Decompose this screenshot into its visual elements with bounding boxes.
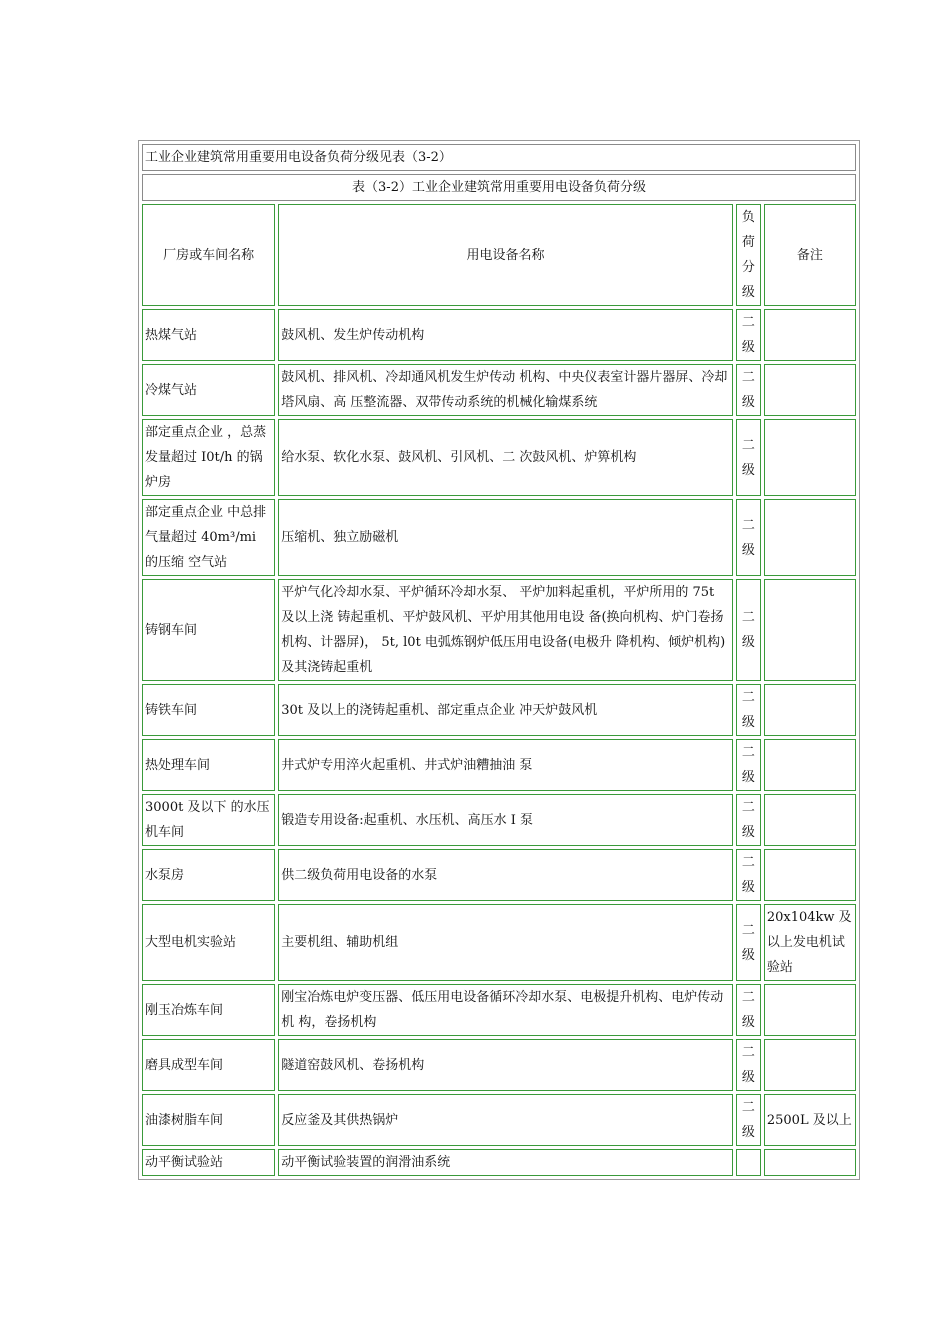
table-row — [142, 309, 856, 361]
load-level-char: 二 — [741, 315, 755, 330]
remarks-cell — [764, 499, 856, 576]
equipment-cell: 井式炉专用淬火起重机、井式炉油糟抽油 泵 — [278, 739, 733, 791]
table-caption: 表（3-2）工业企业建筑常用重要用电设备负荷分级 — [142, 174, 856, 201]
equipment-cell: 刚宝冶炼电炉变压器、低压用电设备循环冷却水泵、电极提升机构、电炉传动机 构，卷扬机构 — [278, 984, 733, 1036]
equipment-cell: 给水泵、软化水泵、鼓风机、引风机、二 次鼓风机、炉箅机构 — [278, 419, 733, 496]
header-workshop: 厂房或车间名称 — [142, 204, 275, 306]
heading-row — [142, 144, 856, 171]
workshop-cell: 热处理车间 — [142, 739, 275, 791]
document-frame — [138, 140, 860, 1180]
table-row — [142, 1094, 856, 1146]
workshop-cell: 热煤气站 — [142, 309, 275, 361]
table-row — [142, 904, 856, 981]
workshop-cell: 大型电机实验站 — [142, 904, 275, 981]
table-row — [142, 849, 856, 901]
load-level-char: 级 — [741, 1070, 755, 1085]
load-level-char: 级 — [741, 1015, 755, 1030]
load-level-cell — [736, 904, 761, 981]
workshop-cell: 部定重点企业 ，总蒸发量超过 I0t/h 的锅炉房 — [142, 419, 275, 496]
workshop-cell: 水泵房 — [142, 849, 275, 901]
header-level-char: 荷 — [741, 235, 755, 250]
load-level-char: 二 — [741, 610, 755, 625]
load-level-char: 级 — [741, 825, 755, 840]
load-level-char: 级 — [741, 880, 755, 895]
load-level-char: 级 — [741, 770, 755, 785]
table-row — [142, 1039, 856, 1091]
load-level-char: 二 — [741, 990, 755, 1005]
header-equipment: 用电设备名称 — [278, 204, 733, 306]
equipment-cell: 锻造专用设备:起重机、水压机、高压水 I 泵 — [278, 794, 733, 846]
remarks-cell — [764, 309, 856, 361]
workshop-cell: 磨具成型车间 — [142, 1039, 275, 1091]
equipment-cell: 压缩机、独立励磁机 — [278, 499, 733, 576]
load-level-char: 二 — [741, 370, 755, 385]
load-level-char: 级 — [741, 715, 755, 730]
equipment-cell: 30t 及以上的浇铸起重机、部定重点企业 冲天炉鼓风机 — [278, 684, 733, 736]
remarks-cell — [764, 794, 856, 846]
header-level-char: 负 — [741, 210, 755, 225]
table-row — [142, 364, 856, 416]
load-level-cell — [736, 419, 761, 496]
equipment-cell: 动平衡试验装置的润滑油系统 — [278, 1149, 733, 1176]
remarks-cell — [764, 364, 856, 416]
table-row — [142, 419, 856, 496]
load-level-char: 二 — [741, 1045, 755, 1060]
table-row — [142, 739, 856, 791]
remarks-cell — [764, 739, 856, 791]
load-level-char: 二 — [741, 517, 755, 533]
header-level-char: 分 — [741, 260, 755, 275]
load-level-cell — [736, 849, 761, 901]
load-level-char: 级 — [741, 542, 755, 558]
load-level-char: 二 — [741, 690, 755, 705]
caption-row — [142, 174, 856, 201]
load-level-cell — [736, 1039, 761, 1091]
header-level-char: 级 — [741, 285, 755, 300]
equipment-cell: 反应釜及其供热锅炉 — [278, 1094, 733, 1146]
remarks-cell — [764, 849, 856, 901]
equipment-cell: 鼓风机、排风机、冷却通风机发生炉传动 机构、中央仪表室计器片器屏、冷却塔风扇、高 压整流器、双带传动系统的机械化输煤系统 — [278, 364, 733, 416]
table-row — [142, 684, 856, 736]
load-level-char: 级 — [741, 635, 755, 650]
load-level-char: 级 — [741, 462, 755, 478]
table-row — [142, 794, 856, 846]
remarks-cell: 20x104kw 及以上发电机试验站 — [764, 904, 856, 981]
load-level-cell — [736, 794, 761, 846]
load-classification-table — [139, 141, 859, 1179]
load-level-char: 级 — [741, 947, 755, 963]
load-level-char: 二 — [741, 1100, 755, 1115]
remarks-cell — [764, 579, 856, 681]
load-level-cell — [736, 1094, 761, 1146]
remarks-cell — [764, 1149, 856, 1176]
load-level-char: 级 — [741, 340, 755, 355]
workshop-cell: 冷煤气站 — [142, 364, 275, 416]
load-level-cell — [736, 739, 761, 791]
load-level-cell — [736, 579, 761, 681]
equipment-cell: 供二级负荷用电设备的水泵 — [278, 849, 733, 901]
workshop-cell: 动平衡试验站 — [142, 1149, 275, 1176]
load-level-cell — [736, 984, 761, 1036]
remarks-cell — [764, 984, 856, 1036]
workshop-cell: 铸铁车间 — [142, 684, 275, 736]
table-row — [142, 1149, 856, 1176]
equipment-cell: 鼓风机、发生炉传动机构 — [278, 309, 733, 361]
remarks-cell — [764, 419, 856, 496]
load-level-char: 二 — [741, 855, 755, 870]
header-row — [142, 204, 856, 306]
remarks-cell — [764, 684, 856, 736]
workshop-cell: 刚玉冶炼车间 — [142, 984, 275, 1036]
load-level-cell — [736, 1149, 761, 1176]
equipment-cell: 主要机组、辅助机组 — [278, 904, 733, 981]
load-level-cell — [736, 684, 761, 736]
table-row — [142, 579, 856, 681]
remarks-cell — [764, 1039, 856, 1091]
load-level-char: 二 — [741, 922, 755, 938]
table-row — [142, 499, 856, 576]
load-level-char: 级 — [741, 1125, 755, 1140]
load-level-char: 级 — [741, 395, 755, 410]
load-level-char: 二 — [741, 800, 755, 815]
equipment-cell: 隧道窑鼓风机、卷扬机构 — [278, 1039, 733, 1091]
workshop-cell: 部定重点企业 中总排气量超过 40m³/mi 的压缩 空气站 — [142, 499, 275, 576]
workshop-cell: 3000t 及以下 的水压机车间 — [142, 794, 275, 846]
workshop-cell: 油漆树脂车间 — [142, 1094, 275, 1146]
header-level — [736, 204, 761, 306]
equipment-cell: 平炉气化冷却水泵、平炉循环冷却水泵、 平炉加料起重机，平炉所用的 75t 及以上浇 铸起重机、平炉鼓风机、平炉用其他用电设 备(换向机构、炉门卷扬机构、计器屏)， 5t, l0t 电弧炼钢炉低压用电设备(电极升 降机构、倾炉机构)及其浇铸起重机 — [278, 579, 733, 681]
load-level-cell — [736, 309, 761, 361]
header-remarks: 备注 — [764, 204, 856, 306]
table-row — [142, 984, 856, 1036]
load-level-char: 二 — [741, 437, 755, 453]
load-level-char: 二 — [741, 745, 755, 760]
workshop-cell: 铸钢车间 — [142, 579, 275, 681]
load-level-cell — [736, 364, 761, 416]
remarks-cell: 2500L 及以上 — [764, 1094, 856, 1146]
document-heading: 工业企业建筑常用重要用电设备负荷分级见表（3-2） — [142, 144, 856, 171]
load-level-cell — [736, 499, 761, 576]
